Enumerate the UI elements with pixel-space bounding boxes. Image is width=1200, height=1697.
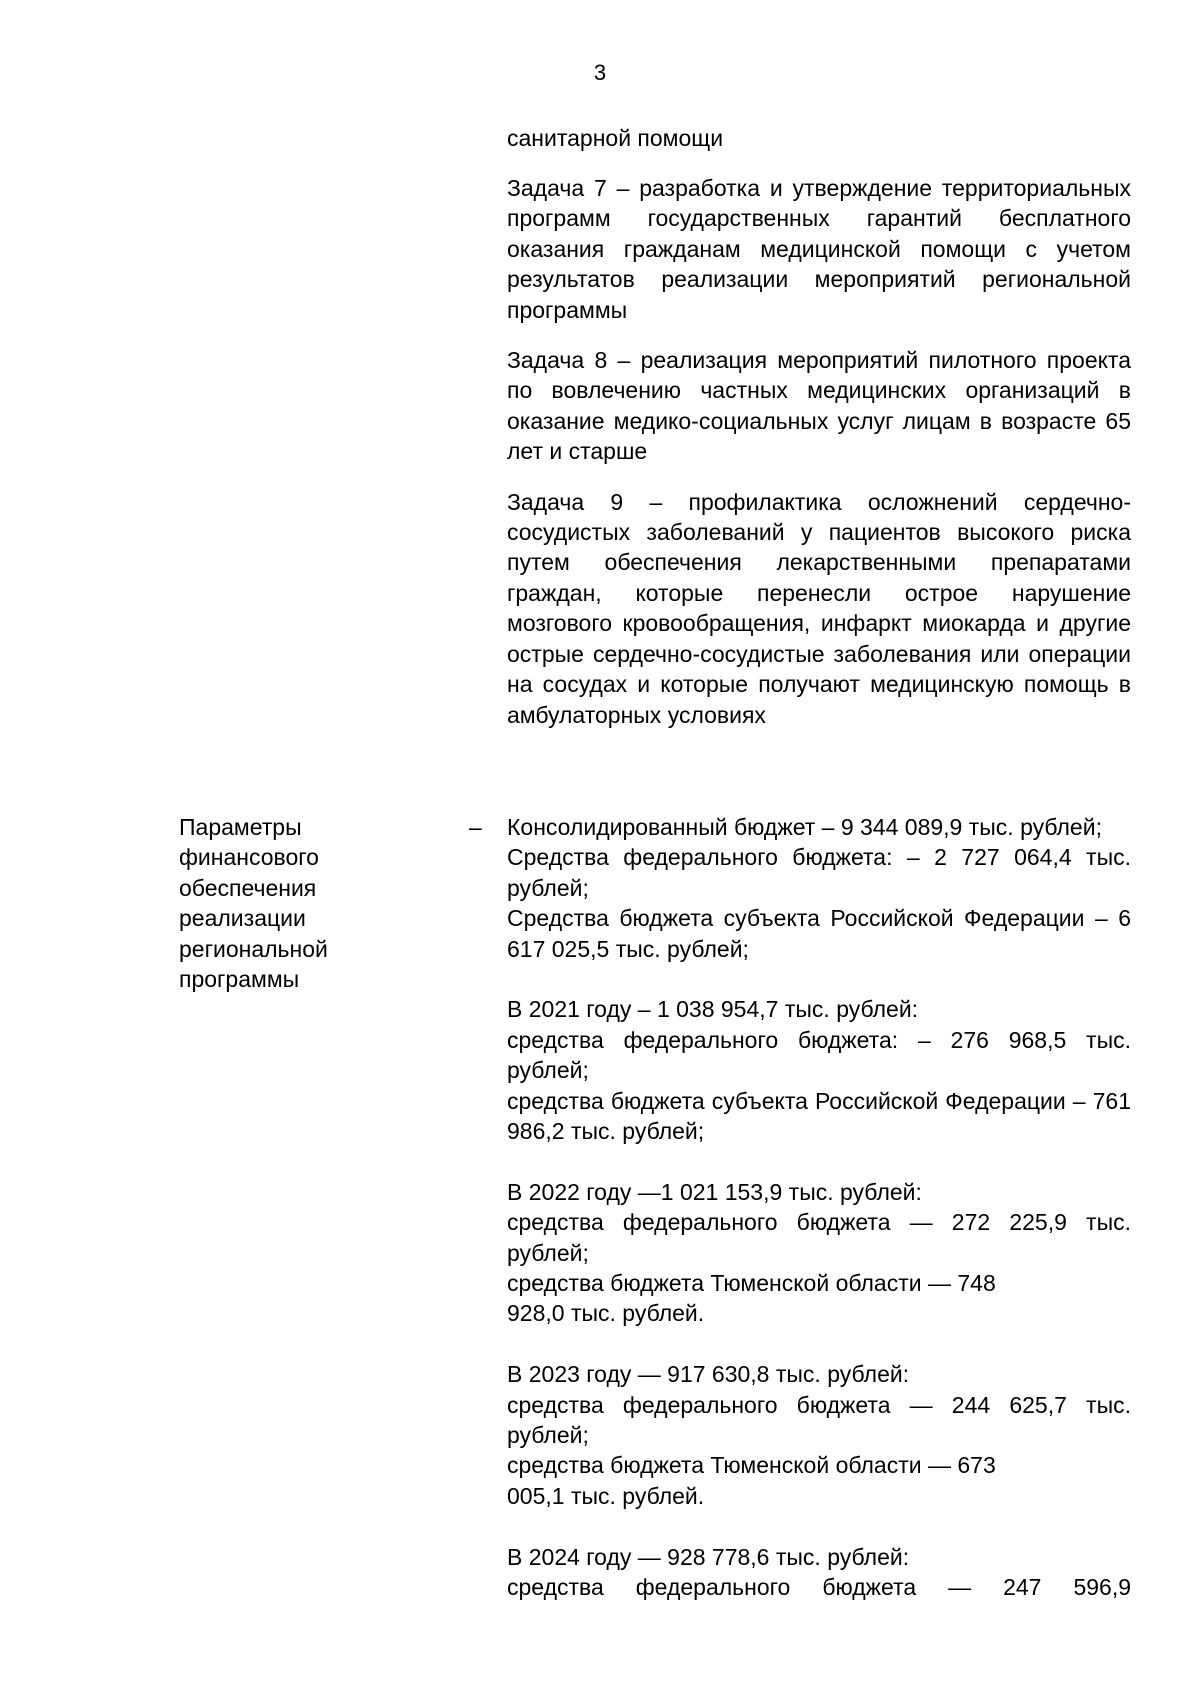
year-2022-federal: средства федерального бюджета — 272 225,9 тыс. рублей; — [507, 1209, 1131, 1266]
year-2024-block — [507, 1542, 1131, 1603]
year-2021-total: В 2021 году – 1 038 954,7 тыс. рублей: — [507, 996, 919, 1023]
year-2021-regional: средства бюджета субъекта Российской Федерации – 761 986,2 тыс. рублей; — [507, 1087, 1131, 1145]
year-2022-regional: средства бюджета Тюменской области — 748 928,0 тыс. рублей. — [507, 1270, 996, 1327]
tasks-list — [507, 173, 1131, 750]
task-7: Задача 7 – разработка и утверждение территориальных программ государственных гарантий бесплатного оказания гражданам медицинской помощи с учетом результатов реализации мероприятий региональной программы — [507, 175, 1131, 323]
financing-label: Параметры финансового обеспечения реализации региональной программы — [179, 814, 328, 993]
financing-dash: – — [469, 814, 482, 840]
year-2022-total: В 2022 году —1 021 153,9 тыс. рублей: — [507, 1178, 922, 1205]
consolidated-block — [507, 812, 1131, 964]
consolidated-federal: Средства федерального бюджета: – 2 727 064,4 тыс. рублей; — [507, 844, 1131, 901]
year-2023-federal: средства федерального бюджета — 244 625,7 тыс. рублей; — [507, 1391, 1131, 1449]
year-2021-block — [507, 994, 1131, 1146]
year-2023-block — [507, 1359, 1131, 1511]
consolidated-total: Консолидированный бюджет – 9 344 089,9 тыс. рублей; — [507, 814, 1102, 840]
year-2024-total: В 2024 году — 928 778,6 тыс. рублей: — [507, 1543, 910, 1570]
year-2022-block — [507, 1177, 1131, 1329]
consolidated-regional: Средства бюджета субъекта Российской Федерации – 6 617 025,5 тыс. рублей; — [507, 905, 1131, 962]
year-2021-federal: средства федерального бюджета: – 276 968,5 тыс. рублей; — [507, 1026, 1131, 1084]
year-2024-federal: средства федерального бюджета — 247 596,9 — [507, 1574, 1131, 1601]
financing-details — [507, 812, 1131, 1633]
task-9: Задача 9 – профилактика осложнений сердечно-сосудистых заболеваний у пациентов высокого риска путем обеспечения лекарственными препаратами граждан, которые перенесли острое нарушение мозгового кровообращения, инфаркт миокарда и другие острые сердечно-сосудистые заболевания или операции на сосудах и которые получают медицинскую помощь в амбулаторных условиях — [507, 488, 1131, 728]
year-2023-regional: средства бюджета Тюменской области — 673 005,1 тыс. рублей. — [507, 1452, 996, 1509]
year-2023-total: В 2023 году — 917 630,8 тыс. рублей: — [507, 1361, 910, 1388]
page-number: 3 — [593, 60, 607, 85]
task-8: Задача 8 – реализация мероприятий пилотного проекта по вовлечению частных медицинских организаций в оказание медико-социальных услуг лицам в возрасте 65 лет и старше — [507, 347, 1131, 465]
continuation-text: санитарной помощи — [507, 125, 724, 151]
